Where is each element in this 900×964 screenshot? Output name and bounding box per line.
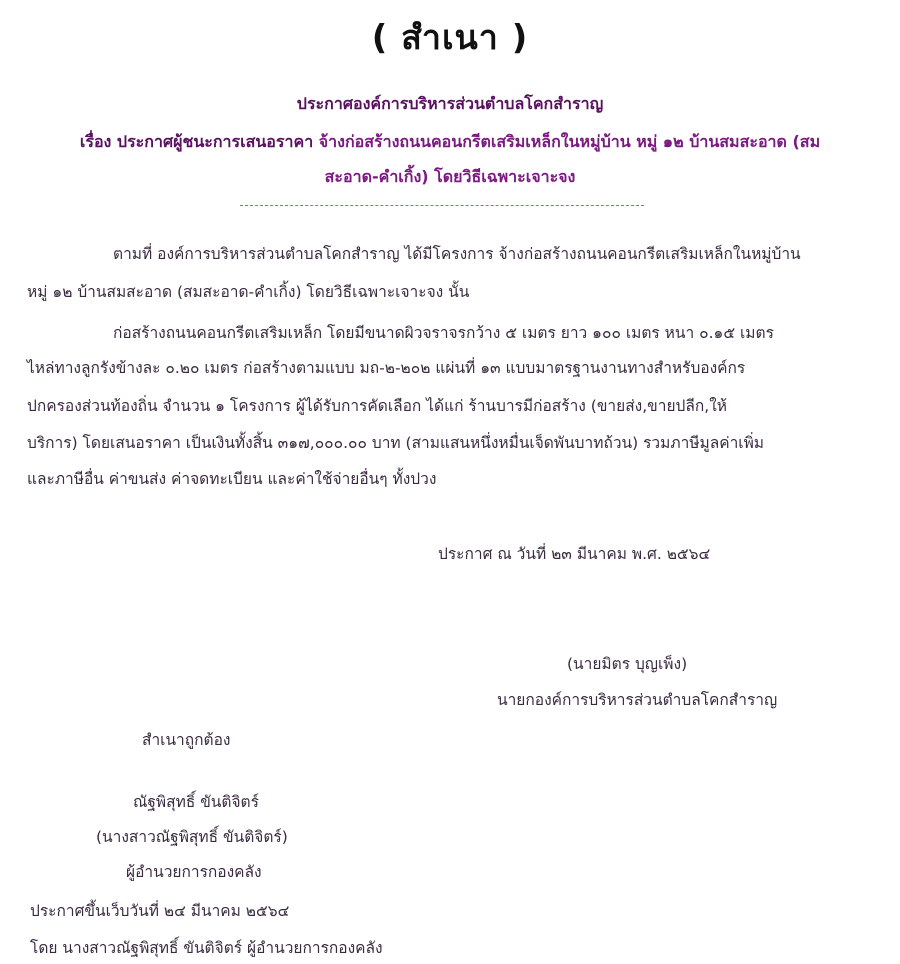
posted-date: ประกาศขึ้นเว็บวันที่ ๒๔ มีนาคม ๒๕๖๔ [30,902,290,920]
certifier-signature: ณัฐพิสุทธิ์ ขันติจิตร์ [133,793,259,811]
signatory-name: (นายมิตร บุญเพ็ง) [567,655,688,673]
signatory-title: นายกองค์การบริหารส่วนตำบลโคกสำราญ [497,691,778,709]
paragraph2-line3: ปกครองส่วนท้องถิ่น จำนวน ๑ โครงการ ผู้ได้รับการคัดเลือก ได้แก่ ร้านบารมีก่อสร้าง (ขายส่ง,ขายปลีก,ให้ [27,397,727,415]
certifier-title: ผู้อำนวยการกองคลัง [126,863,262,881]
divider [240,205,644,206]
announcement-heading: ประกาศองค์การบริหารส่วนตำบลโคกสำราญ [296,94,604,113]
paragraph2-line5: และภาษีอื่น ค่าขนส่ง ค่าจดทะเบียน และค่าใช้จ่ายอื่นๆ ทั้งปวง [27,470,437,488]
subject-project-continued: สะอาด-คำเกิ้ง) โดยวิธีเฉพาะเจาะจง [324,167,576,186]
certified-copy-label: สำเนาถูกต้อง [142,731,231,749]
subject-heading-continued [0,165,900,190]
paragraph1-line1: ตามที่ องค์การบริหารส่วนตำบลโคกสำราญ ได้มีโครงการ จ้างก่อสร้างถนนคอนกรีตเสริมเหล็กในหมู่บ้าน [113,245,801,263]
subject-heading [0,130,900,155]
paragraph2-line1: ก่อสร้างถนนคอนกรีตเสริมเหล็ก โดยมีขนาดผิวจราจรกว้าง ๕ เมตร ยาว ๑๐๐ เมตร หนา ๐.๑๕ เมตร [113,324,774,342]
copy-mark: ( สำเนา ) [371,18,529,58]
announce-date: ประกาศ ณ วันที่ ๒๓ มีนาคม พ.ศ. ๒๕๖๔ [438,545,711,563]
paragraph2-line4: บริการ) โดยเสนอราคา เป็นเงินทั้งสิ้น ๓๑๗,๐๐๐.๐๐ บาท (สามแสนหนึ่งหมื่นเจ็ดพันบาทถ้วน) รวมภาษีมูลค่าเพิ่ม [27,434,765,452]
certifier-name: (นางสาวณัฐพิสุทธิ์ ขันติจิตร์) [96,828,288,846]
subject-lead: เรื่อง ประกาศผู้ชนะการเสนอราคา [79,132,314,151]
posted-by: โดย นางสาวณัฐพิสุทธิ์ ขันติจิตร์ ผู้อำนวยการกองคลัง [30,939,383,957]
subject-project: จ้างก่อสร้างถนนคอนกรีตเสริมเหล็กในหมู่บ้าน หมู่ ๑๒ บ้านสมสะอาด (สม [318,132,821,151]
paragraph1-line2: หมู่ ๑๒ บ้านสมสะอาด (สมสะอาด-คำเกิ้ง) โดยวิธีเฉพาะเจาะจง นั้น [27,283,470,301]
paragraph2-line2: ไหล่ทางลูกรังข้างละ ๐.๒๐ เมตร ก่อสร้างตามแบบ มถ-๒-๒๐๒ แผ่นที่ ๑๓ แบบมาตรฐานงานทางสำหรับองค์กร [27,359,746,377]
